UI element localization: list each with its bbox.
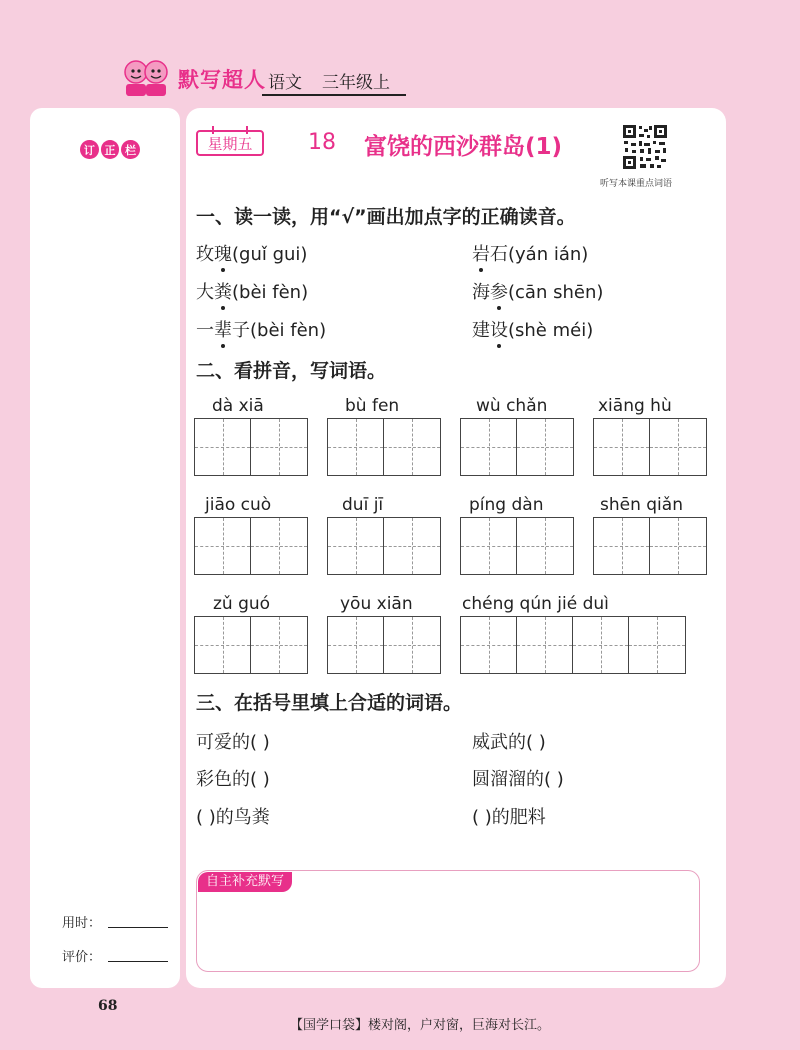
- pinyin-prompt: shēn qiǎn: [600, 495, 683, 515]
- page-header: [0, 0, 800, 108]
- pinyin-options: (bèi fèn): [250, 320, 327, 341]
- pinyin-prompt: wù chǎn: [476, 396, 548, 416]
- writing-grid[interactable]: [327, 616, 441, 674]
- pinyin-prompt: dà xiā: [212, 396, 264, 416]
- correction-column: [30, 108, 180, 988]
- day-tag: 星期五: [196, 130, 264, 156]
- dotted-char: 粪: [214, 278, 232, 304]
- writing-grid[interactable]: [194, 418, 308, 476]
- fill-blank-item[interactable]: 彩色的( ): [196, 769, 270, 790]
- dotted-char: 岩: [472, 240, 490, 266]
- pinyin-prompt: chéng qún jié duì: [462, 594, 609, 614]
- badge-char: 正: [101, 140, 120, 159]
- dotted-char: 辈: [214, 316, 232, 342]
- pinyin-options: (shè méi): [508, 320, 594, 341]
- fill-blank-item[interactable]: 威武的( ): [472, 732, 546, 753]
- writing-grid[interactable]: [194, 616, 308, 674]
- pronunciation-item[interactable]: 建设(shè méi): [472, 316, 593, 342]
- pinyin-prompt: yōu xiān: [340, 594, 413, 614]
- rating-input-line[interactable]: [108, 961, 168, 962]
- dotted-char: 参: [490, 278, 508, 304]
- correction-badge: [80, 140, 140, 162]
- qr-caption: 听写本课重点词语: [600, 179, 673, 189]
- pinyin-options: (yán ián): [508, 244, 589, 265]
- pronunciation-item[interactable]: 玫瑰(guǐ gui): [196, 240, 307, 266]
- writing-grid[interactable]: [460, 616, 686, 674]
- dotted-char: 设: [490, 316, 508, 342]
- dotted-char: 瑰: [214, 240, 232, 266]
- grade-label: 三年级上: [322, 73, 390, 93]
- fill-blank-item[interactable]: ( )的鸟粪: [196, 807, 270, 828]
- fill-blank-item[interactable]: ( )的肥料: [472, 807, 546, 828]
- time-label: 用时：: [62, 916, 102, 931]
- fill-blank-item[interactable]: 可爱的( ): [196, 732, 270, 753]
- pronunciation-item[interactable]: 海参(cān shēn): [472, 278, 603, 304]
- rating-label: 评价：: [62, 950, 102, 965]
- writing-grid[interactable]: [460, 418, 574, 476]
- lesson-title: 富饶的西沙群岛(1): [364, 134, 563, 160]
- pinyin-prompt: jiāo cuò: [205, 495, 272, 515]
- pinyin-options: (guǐ gui): [232, 244, 308, 265]
- badge-char: 订: [80, 140, 99, 159]
- kids-logo-icon: [118, 56, 174, 98]
- pinyin-prompt: bù fen: [345, 396, 400, 416]
- pinyin-options: (cān shēn): [508, 282, 604, 303]
- time-input-line[interactable]: [108, 927, 168, 928]
- writing-grid[interactable]: [327, 418, 441, 476]
- fill-blank-item[interactable]: 圆溜溜的( ): [472, 769, 564, 790]
- extra-dictation-label: 自主补充默写: [198, 872, 292, 892]
- pinyin-prompt: duī jī: [342, 495, 384, 515]
- pronunciation-item[interactable]: 岩石(yán ián): [472, 240, 588, 266]
- header-underline: [262, 94, 406, 96]
- section1-title: 一、读一读，用“√”画出加点字的正确读音。: [196, 206, 576, 228]
- brand-title: 默写超人: [178, 67, 266, 92]
- qr-code-icon[interactable]: [622, 124, 668, 170]
- pinyin-prompt: zǔ guó: [213, 594, 271, 614]
- pronunciation-item[interactable]: 一辈子(bèi fèn): [196, 316, 326, 342]
- footer-quote: 【国学口袋】楼对阁，户对窗，巨海对长江。: [290, 1018, 551, 1033]
- writing-grid[interactable]: [327, 517, 441, 575]
- writing-grid[interactable]: [194, 517, 308, 575]
- writing-grid[interactable]: [593, 418, 707, 476]
- pinyin-prompt: xiāng hù: [598, 396, 672, 416]
- pinyin-prompt: píng dàn: [469, 495, 544, 515]
- writing-grid[interactable]: [460, 517, 574, 575]
- badge-char: 栏: [121, 140, 140, 159]
- section2-title: 二、看拼音，写词语。: [196, 360, 387, 382]
- subject-label: 语文: [268, 73, 302, 93]
- pronunciation-item[interactable]: 大粪(bèi fèn): [196, 278, 308, 304]
- lesson-number: 18: [308, 130, 336, 155]
- section3-title: 三、在括号里填上合适的词语。: [196, 692, 463, 714]
- page-number: 68: [98, 998, 118, 1014]
- pinyin-options: (bèi fèn): [232, 282, 309, 303]
- writing-grid[interactable]: [593, 517, 707, 575]
